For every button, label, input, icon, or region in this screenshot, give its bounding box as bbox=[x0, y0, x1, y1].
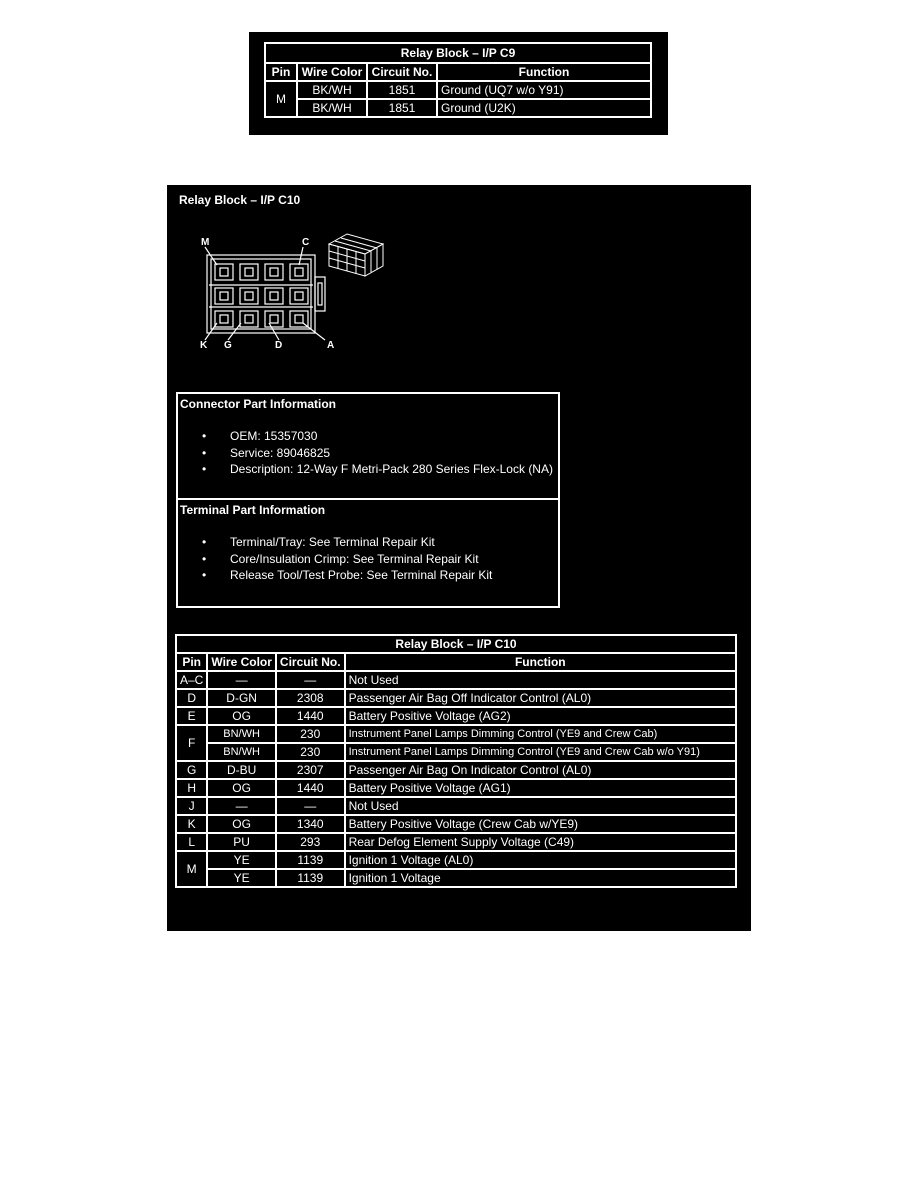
pin-label-c: C bbox=[302, 237, 310, 248]
pin-cell: H bbox=[176, 779, 207, 797]
table-c9 bbox=[264, 42, 652, 118]
pin-cell: K bbox=[176, 815, 207, 833]
table-header-row bbox=[176, 653, 736, 671]
col-pin: Pin bbox=[265, 63, 297, 81]
list-item bbox=[202, 461, 558, 478]
circuit-cell: 1139 bbox=[276, 851, 345, 869]
circuit-cell: 1851 bbox=[367, 81, 437, 99]
pin-cell: M bbox=[265, 81, 297, 117]
circuit-cell: 1440 bbox=[276, 707, 345, 725]
connector-part-info bbox=[176, 392, 560, 500]
function-cell: Passenger Air Bag Off Indicator Control (AL0) bbox=[345, 689, 736, 707]
function-cell: Not Used bbox=[345, 671, 736, 689]
table-row bbox=[265, 81, 651, 99]
leader-line-d bbox=[269, 323, 279, 340]
table-row bbox=[176, 869, 736, 887]
circuit-cell: — bbox=[276, 797, 345, 815]
service-number: Service: 89046825 bbox=[230, 445, 331, 460]
pin-label-a: A bbox=[327, 340, 335, 351]
circuit-cell: 230 bbox=[276, 743, 345, 761]
table-c9-title: Relay Block – I/P C9 bbox=[265, 43, 651, 63]
wire-cell: — bbox=[207, 797, 276, 815]
connector-description: Description: 12-Way F Metri-Pack 280 Series Flex-Lock (NA) bbox=[230, 462, 553, 476]
table-c10-title: Relay Block – I/P C10 bbox=[176, 635, 736, 653]
function-cell: Ignition 1 Voltage bbox=[345, 869, 736, 887]
circuit-cell: 1340 bbox=[276, 815, 345, 833]
leader-line-a bbox=[303, 323, 325, 340]
table-header-row bbox=[265, 63, 651, 81]
function-cell: Battery Positive Voltage (AG2) bbox=[345, 707, 736, 725]
pin-cell: M bbox=[176, 851, 207, 887]
table-row bbox=[176, 797, 736, 815]
function-cell: Passenger Air Bag On Indicator Control (AL0) bbox=[345, 761, 736, 779]
col-function: Function bbox=[437, 63, 651, 81]
function-cell: Not Used bbox=[345, 797, 736, 815]
pin-cell: L bbox=[176, 833, 207, 851]
table-row bbox=[176, 671, 736, 689]
pin-cell: G bbox=[176, 761, 207, 779]
table-row bbox=[176, 725, 736, 743]
table-row bbox=[176, 743, 736, 761]
bullet-icon: • bbox=[202, 535, 207, 549]
pin-label-d: D bbox=[275, 340, 283, 351]
c10-panel-title: Relay Block – I/P C10 bbox=[179, 193, 301, 207]
col-circuit-no: Circuit No. bbox=[276, 653, 345, 671]
connector-part-info-list bbox=[178, 428, 558, 478]
col-wire-color: Wire Color bbox=[297, 63, 367, 81]
col-pin: Pin bbox=[176, 653, 207, 671]
pin-cell: F bbox=[176, 725, 207, 761]
leader-line-c bbox=[299, 247, 303, 265]
pin-cell: D bbox=[176, 689, 207, 707]
col-function: Function bbox=[345, 653, 736, 671]
bullet-icon: • bbox=[202, 568, 207, 582]
circuit-cell: 2308 bbox=[276, 689, 345, 707]
bullet-icon: • bbox=[202, 445, 207, 460]
wire-cell: D-BU bbox=[207, 761, 276, 779]
circuit-cell: 230 bbox=[276, 725, 345, 743]
table-row bbox=[176, 815, 736, 833]
table-row bbox=[176, 833, 736, 851]
list-item bbox=[202, 551, 558, 568]
pin-cell: A–C bbox=[176, 671, 207, 689]
pin-cell: J bbox=[176, 797, 207, 815]
wire-cell: YE bbox=[207, 851, 276, 869]
function-cell: Battery Positive Voltage (AG1) bbox=[345, 779, 736, 797]
wire-cell: OG bbox=[207, 779, 276, 797]
terminal-tray: Terminal/Tray: See Terminal Repair Kit bbox=[230, 535, 435, 549]
function-cell: Ground (U2K) bbox=[437, 99, 651, 117]
pin-label-g: G bbox=[224, 340, 232, 351]
terminal-part-info bbox=[176, 498, 560, 608]
wire-cell: PU bbox=[207, 833, 276, 851]
function-cell: Battery Positive Voltage (Crew Cab w/YE9) bbox=[345, 815, 736, 833]
wire-cell: OG bbox=[207, 707, 276, 725]
terminal-part-info-header: Terminal Part Information bbox=[180, 503, 326, 517]
wire-cell: BN/WH bbox=[207, 743, 276, 761]
circuit-cell: 293 bbox=[276, 833, 345, 851]
wire-cell: BN/WH bbox=[207, 725, 276, 743]
table-row bbox=[176, 689, 736, 707]
circuit-cell: 1851 bbox=[367, 99, 437, 117]
connector-part-info-header: Connector Part Information bbox=[180, 397, 337, 411]
terminal-part-info-list bbox=[178, 534, 558, 584]
connector-housing bbox=[207, 255, 315, 333]
release-tool: Release Tool/Test Probe: See Terminal Repair Kit bbox=[230, 568, 493, 582]
function-cell: Ignition 1 Voltage (AL0) bbox=[345, 851, 736, 869]
table-row bbox=[265, 99, 651, 117]
pin-label-k: K bbox=[200, 340, 208, 351]
table-row bbox=[176, 851, 736, 869]
table-c10 bbox=[175, 634, 737, 888]
function-cell: Instrument Panel Lamps Dimming Control (YE9 and Crew Cab) bbox=[345, 725, 736, 743]
pin-cell: E bbox=[176, 707, 207, 725]
list-item bbox=[202, 567, 558, 584]
table-row bbox=[176, 761, 736, 779]
table-c9-panel bbox=[249, 32, 668, 135]
wire-cell: D-GN bbox=[207, 689, 276, 707]
bullet-icon: • bbox=[202, 551, 207, 566]
circuit-cell: — bbox=[276, 671, 345, 689]
wire-cell: OG bbox=[207, 815, 276, 833]
connector-3d-icon bbox=[325, 230, 387, 280]
oem-number: OEM: 15357030 bbox=[230, 429, 318, 443]
list-item bbox=[202, 428, 558, 445]
core-insulation-crimp: Core/Insulation Crimp: See Terminal Repair Kit bbox=[230, 551, 479, 566]
list-item bbox=[202, 534, 558, 551]
connector-latch bbox=[315, 277, 325, 311]
col-circuit-no: Circuit No. bbox=[367, 63, 437, 81]
function-cell: Rear Defog Element Supply Voltage (C49) bbox=[345, 833, 736, 851]
circuit-cell: 1139 bbox=[276, 869, 345, 887]
col-wire-color: Wire Color bbox=[207, 653, 276, 671]
wire-cell: BK/WH bbox=[297, 99, 367, 117]
wire-cell: BK/WH bbox=[297, 81, 367, 99]
circuit-cell: 1440 bbox=[276, 779, 345, 797]
wire-cell: YE bbox=[207, 869, 276, 887]
list-item bbox=[202, 445, 558, 462]
function-cell: Ground (UQ7 w/o Y91) bbox=[437, 81, 651, 99]
function-cell: Instrument Panel Lamps Dimming Control (YE9 and Crew Cab w/o Y91) bbox=[345, 743, 736, 761]
leader-line-g bbox=[228, 323, 241, 340]
table-row bbox=[176, 779, 736, 797]
bullet-icon: • bbox=[202, 429, 207, 443]
wire-cell: — bbox=[207, 671, 276, 689]
table-row bbox=[176, 707, 736, 725]
bullet-icon: • bbox=[202, 462, 207, 476]
circuit-cell: 2307 bbox=[276, 761, 345, 779]
pin-label-m: M bbox=[201, 237, 210, 248]
